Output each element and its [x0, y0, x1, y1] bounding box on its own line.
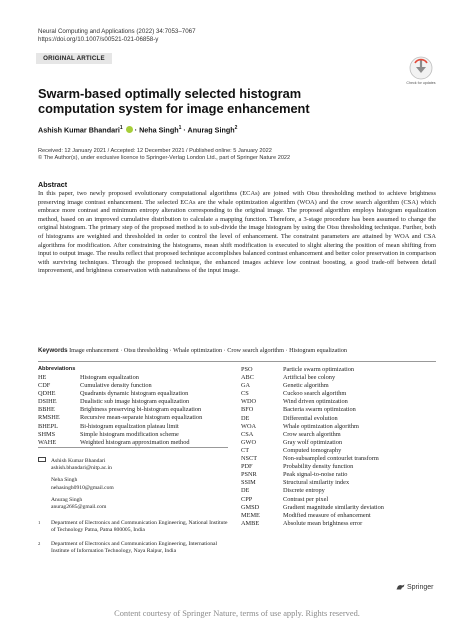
check-for-updates-text: Check for updates	[406, 81, 436, 85]
abbreviation-definition: Cuckoo search algorithm	[283, 390, 347, 398]
abbreviation-term: PSNR	[241, 471, 257, 479]
abbreviation-row	[241, 415, 441, 423]
publication-dates	[38, 148, 438, 162]
abbreviation-definition: Structural similarity index	[283, 479, 350, 487]
orcid-icon[interactable]	[126, 126, 133, 133]
contact-name: Ashish Kumar Bhandari	[51, 458, 106, 464]
abbreviation-definition: Bacteria swarm optimization	[283, 406, 356, 414]
abbreviation-row	[241, 512, 441, 520]
abbreviation-definition: Wind driven optimization	[283, 398, 348, 406]
abbreviation-row	[38, 382, 228, 390]
envelope-icon	[38, 457, 46, 462]
abbreviation-row	[241, 471, 441, 479]
contact-name: Anurag Singh	[51, 496, 83, 503]
abbreviation-definition: Gray wolf optimization	[283, 438, 343, 446]
abbreviation-term: AMBE	[241, 519, 260, 527]
abbreviation-term: BFO	[241, 406, 254, 414]
abbreviation-row	[241, 382, 441, 390]
affiliation-number: 1	[38, 520, 41, 526]
author-name[interactable]: Ashish Kumar Bhandari	[38, 125, 120, 135]
abbreviation-definition: Whale optimization algorithm	[283, 422, 359, 430]
abbreviations-table-right	[241, 366, 441, 528]
abbreviation-definition: Quadrants dynamic histogram equalization	[80, 390, 189, 398]
author-name[interactable]: Anurag Singh	[187, 125, 235, 135]
abbreviation-definition: Computed tomography	[283, 446, 342, 454]
abbreviation-definition: Absolute mean brightness error	[283, 519, 363, 527]
author-affiliation-mark: 1	[119, 125, 123, 131]
abbreviation-definition: Particle swarm optimization	[283, 366, 354, 373]
abbreviation-row	[38, 439, 228, 447]
abbreviation-term: QDHE	[38, 390, 56, 398]
abbreviation-row	[38, 406, 228, 414]
contact-entry	[51, 477, 238, 491]
abbreviation-definition: Genetic algorithm	[283, 382, 329, 390]
abbreviation-row	[241, 487, 441, 495]
journal-citation: Neural Computing and Applications (2022) 34:7053–7067	[38, 28, 196, 35]
copyright-line: © The Author(s), under exclusive licence to Springer-Verlag London Ltd., part of Springer Nature 2022	[38, 155, 291, 162]
abbreviation-definition: Brightness preserving bi-histogram equalization	[80, 406, 202, 414]
abbreviation-term: RMSHE	[38, 414, 60, 422]
abbreviation-row	[241, 520, 441, 528]
contact-email[interactable]: anurag2685@gmail.com	[51, 504, 107, 511]
dates-line: Received: 12 January 2021 / Accepted: 12 December 2021 / Published online: 5 January 2022	[38, 148, 272, 154]
abbreviation-definition: Peak signal-to-noise ratio	[283, 471, 348, 479]
keywords-label: Keywords	[38, 347, 68, 354]
abbreviation-term: WDO	[241, 398, 257, 406]
contact-email[interactable]: nehasingh0910@gmail.com	[51, 484, 114, 491]
keywords	[38, 347, 438, 355]
abbreviation-term: DE	[241, 414, 250, 422]
abbreviation-term: NSCT	[241, 455, 258, 463]
abbreviation-term: CPP	[241, 495, 253, 503]
author-affiliation-mark: 1	[178, 125, 182, 131]
abbreviation-term: ABC	[241, 374, 254, 382]
abbreviation-term: PDF	[241, 463, 253, 471]
abbreviation-row	[241, 423, 441, 431]
abbreviations-table-left	[38, 374, 228, 447]
abbreviation-definition: Probability density function	[283, 463, 354, 471]
abbreviation-row	[241, 447, 441, 455]
abbreviation-row	[38, 398, 228, 406]
footnote-divider	[38, 447, 228, 448]
abbreviation-row	[38, 431, 228, 439]
abbreviation-term: MEME	[241, 511, 260, 519]
affiliation-text: Department of Electronics and Communication Engineering, International Institute of Information Technology, Naya Raipur, India	[51, 540, 218, 554]
abbreviation-definition: Contrast per pixel	[283, 495, 329, 503]
journal-header	[38, 28, 196, 44]
abbreviation-definition: Discrete entropy	[283, 487, 325, 495]
abbreviation-definition: Modified measure of enhancement	[283, 511, 371, 519]
abbreviation-row	[241, 366, 441, 374]
abbreviation-term: BBHE	[38, 406, 55, 414]
abbreviation-row	[241, 463, 441, 471]
abbreviation-term: GMSD	[241, 503, 260, 511]
abbreviation-term: SHMS	[38, 430, 56, 438]
abbreviation-row	[241, 496, 441, 504]
abbreviation-term: DE	[241, 487, 250, 495]
abbreviation-term: BHEPL	[38, 422, 58, 430]
abbreviation-row	[241, 431, 441, 439]
abbreviation-row	[241, 439, 441, 447]
doi-link[interactable]: https://doi.org/10.1007/s00521-021-06858-y	[38, 36, 159, 43]
abbreviation-row	[241, 398, 441, 406]
author-name[interactable]: Neha Singh	[139, 125, 179, 135]
affiliation	[38, 520, 238, 534]
abbreviation-definition: Dualistic sub image histogram equalization	[80, 398, 190, 406]
abbreviation-term: CSA	[241, 430, 254, 438]
abbreviation-row	[38, 414, 228, 422]
contact-entry	[38, 457, 238, 472]
abbreviation-row	[241, 374, 441, 382]
author-separator: ·	[134, 125, 138, 135]
abbreviation-definition: Weighted histogram approximation method	[80, 438, 190, 446]
publisher-name: Springer	[407, 584, 434, 591]
abbreviation-row	[241, 455, 441, 463]
paper-title: Swarm-based optimally selected histogram computation system for image enhancement	[38, 86, 310, 116]
abbreviation-term: HE	[38, 374, 47, 381]
author-list	[38, 124, 237, 134]
affiliation-text: Department of Electronics and Communication Engineering, National Institute of Technology Patna, Patna 800005, India	[51, 520, 228, 534]
abbreviation-term: CS	[241, 390, 249, 398]
abbreviation-term: WAHE	[38, 438, 57, 446]
abstract-heading: Abstract	[38, 180, 68, 189]
springer-horse-icon	[396, 584, 405, 590]
abbreviation-definition: Differential evolution	[283, 414, 338, 422]
abbreviation-term: DSIHE	[38, 398, 57, 406]
author-separator: ·	[183, 125, 186, 135]
abbreviation-definition: Recursive mean-separate histogram equalization	[80, 414, 203, 422]
abbreviation-definition: Histogram equalization	[80, 374, 139, 381]
author-affiliation-mark: 2	[234, 125, 238, 131]
courtesy-notice: Content courtesy of Springer Nature, terms of use apply. Rights reserved.	[114, 609, 360, 618]
abbreviation-definition: Gradient magnitude similarity deviation	[283, 503, 384, 511]
abbreviation-definition: Bi-histogram equalization plateau limit	[80, 422, 179, 430]
abbreviations-heading: Abbreviations	[38, 366, 76, 372]
section-divider	[38, 361, 436, 362]
abbreviation-term: CDF	[38, 382, 51, 390]
abbreviation-term: SSIM	[241, 479, 256, 487]
abbreviation-row	[241, 479, 441, 487]
publisher-logo	[396, 584, 433, 591]
check-for-updates-badge[interactable]	[409, 56, 433, 80]
contact-name: Neha Singh	[51, 477, 78, 484]
affiliation-number: 2	[38, 540, 41, 546]
abstract-text: In this paper, two newly proposed evolutionary computational algorithms (ECAs) are joined with Otsu thresholding method to achieve brightness preserving image contrast enhancement. The selected ECAs are the whale optimization algorithm (WOA) and the crow search algorithm (CSA) which embrace more contrast and minimum entropy alteration corresponding to the original image. The proposed algorithm employs histogram equalization method, based on an improved cumulative distribution to calculate a mapping function. Therefore, a 3-stage procedure has been assumed to change the original histogram. The primary step of the proposed method is to sub-divide the image histogram by using the Otsu thresholding technique. Further, both of histograms are weighted and thresholded in order to control the level of enhancement. The constraint parameters are attained by WOA and CSA algorithms for modification. After constraining the histograms, mean shift modification is executed to slight altering the position of mean shifting from input to output image. The results reflect that proposed technique accomplishes balanced contrast enhancement and better color preservation in comparison with surviving techniques. Through the proposed technique, the enhanced images achieve low contrast boosting, a good trade-off between detail improvement, and brightness conservation with naturalness of the input image.	[38, 190, 436, 275]
article-type-label: ORIGINAL ARTICLE	[36, 53, 112, 64]
abbreviation-definition: Non-subsampled contourlet transform	[283, 455, 379, 463]
contact-entry	[51, 497, 238, 511]
abbreviation-definition: Cumulative density function	[80, 382, 152, 390]
abbreviation-term: PSO	[241, 366, 253, 373]
keywords-text: Image enhancement · Otsu thresholding · Whale optimization · Crow search algorithm · Histogram equalization	[69, 347, 348, 354]
affiliation	[38, 541, 238, 555]
author-contacts	[38, 457, 238, 555]
abbreviation-term: GWO	[241, 438, 257, 446]
abbreviation-definition: Crow search algorithm	[283, 430, 341, 438]
abbreviation-row	[241, 504, 441, 512]
abbreviation-row	[38, 390, 228, 398]
abbreviation-definition: Artificial bee colony	[283, 374, 336, 382]
abbreviation-row	[38, 423, 228, 431]
check-for-updates-icon	[409, 56, 433, 80]
abbreviation-row	[241, 390, 441, 398]
abbreviation-term: GA	[241, 382, 251, 390]
abbreviation-row	[38, 374, 228, 382]
abbreviation-row	[241, 406, 441, 414]
abbreviation-term: WOA	[241, 422, 257, 430]
abbreviation-definition: Simple histogram modification scheme	[80, 430, 179, 438]
contact-email[interactable]: ashish.bhandari@nitp.ac.in	[51, 465, 112, 472]
abbreviation-term: CT	[241, 446, 250, 454]
